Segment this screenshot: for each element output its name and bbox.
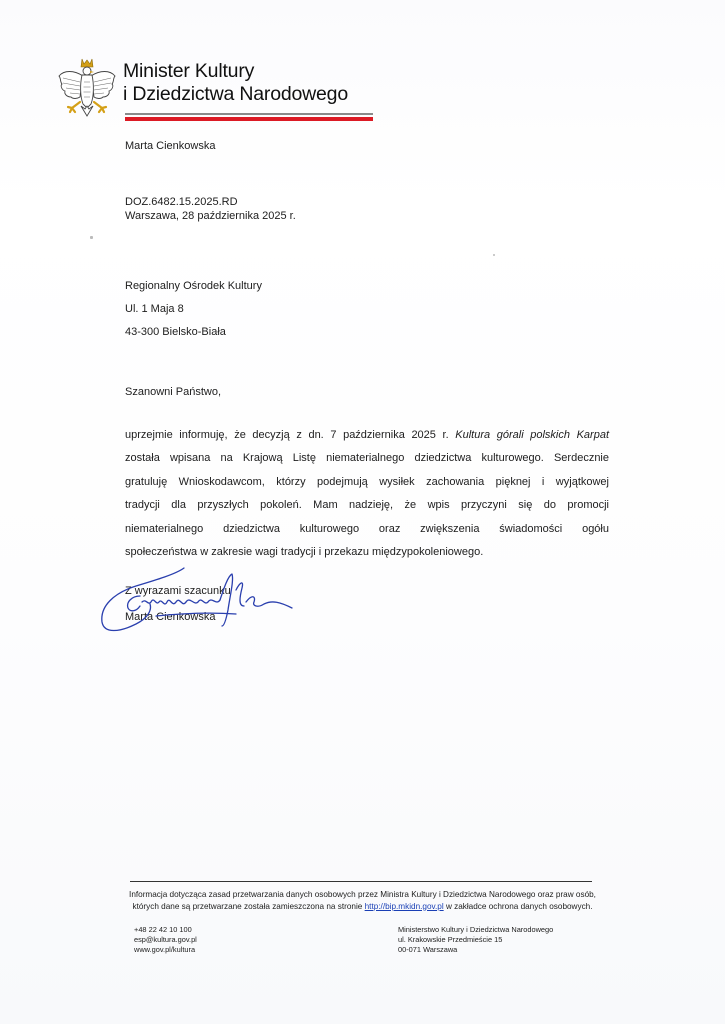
body-line-2: została wpisana na Krajową Listę niematerialnego dziedzictwa kulturowego. Serdecznie [125, 452, 609, 465]
notice-line-2 [60, 901, 665, 913]
scan-speck [493, 254, 495, 256]
notice-line-2-pre: których dane są przetwarzane została zamieszczona na stronie [132, 901, 363, 911]
sender-name: Marta Cienkowska [125, 140, 216, 152]
recipient-city: 43-300 Bielsko-Biała [125, 326, 226, 338]
footer-divider [130, 881, 592, 882]
recipient-street: Ul. 1 Maja 8 [125, 303, 184, 315]
salutation: Szanowni Państwo, [125, 386, 221, 398]
notice-line-2-post: w zakładce ochrona danych osobowych. [445, 901, 593, 911]
recipient-name: Regionalny Ośrodek Kultury [125, 280, 262, 292]
body-line-3: gratuluję Wnioskodawcom, którzy podejmują wysiłek zachowania pięknej i wyjątkowej [125, 475, 609, 488]
body-line-1-text: uprzejmie informuję, że decyzją z dn. 7 października 2025 r. [125, 429, 449, 441]
handwritten-signature [96, 566, 296, 638]
letter-date: Warszawa, 28 października 2025 r. [125, 210, 296, 222]
body-line-4: tradycji dla przyszłych pokoleń. Mam nadzieję, że wpis przyczyni się do promocji [125, 499, 609, 512]
contact-block [134, 925, 197, 955]
heritage-title: Kultura górali polskich Karpat [455, 429, 610, 441]
letter-body [125, 424, 609, 564]
contact-phone: +48 22 42 10 100 [134, 925, 192, 934]
bip-link[interactable]: http://bip.mkidn.gov.pl [364, 901, 444, 911]
ministry-name: Ministerstwo Kultury i Dziedzictwa Narodowego [398, 925, 554, 934]
contact-website: www.gov.pl/kultura [134, 945, 196, 954]
closing-phrase: Z wyrazami szacunku [125, 585, 231, 597]
data-protection-notice [60, 889, 665, 912]
letterhead-title [123, 60, 348, 106]
scan-speck [90, 236, 93, 239]
reference-number: DOZ.6482.15.2025.RD [125, 196, 238, 208]
white-eagle-emblem-icon [56, 56, 118, 120]
ministry-city: 00-071 Warszawa [398, 945, 458, 954]
body-line-1 [125, 424, 609, 447]
letterhead-gray-rule [125, 113, 373, 115]
letterhead-title-line1: Minister Kultury [123, 60, 255, 82]
letterhead-title-line2: i Dziedzictwa Narodowego [123, 83, 348, 105]
ministry-address-block [398, 925, 553, 955]
letterhead-red-rule [125, 117, 373, 121]
signer-name: Marta Cienkowska [125, 611, 216, 623]
body-line-6: społeczeństwa w zakresie wagi tradycji i przekazu międzypokoleniowego. [125, 546, 484, 559]
notice-line-1: Informacja dotycząca zasad przetwarzania danych osobowych przez Ministra Kultury i Dziedzictwa Narodowego oraz praw osób, [129, 890, 596, 899]
contact-email: esp@kultura.gov.pl [134, 935, 197, 944]
ministry-street: ul. Krakowskie Przedmieście 15 [398, 935, 503, 944]
body-line-5: niematerialnego dziedzictwa kulturowego oraz zwiększenia świadomości ogółu [125, 522, 609, 535]
